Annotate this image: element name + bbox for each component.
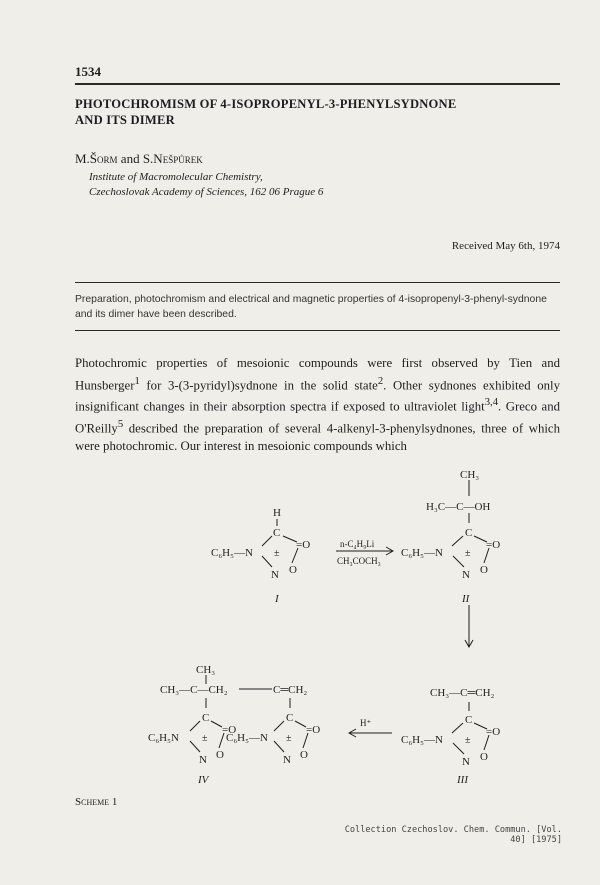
- citation-ref: 3,4: [484, 397, 499, 409]
- author-and: and: [117, 151, 143, 166]
- compound-label-i: I: [275, 593, 279, 605]
- phenyl-n: C₆H₅—N: [226, 732, 268, 744]
- atom-o: O: [300, 749, 308, 761]
- atom-carbonyl: =O: [306, 724, 321, 736]
- text-run: described the preparation of several 4-alkenyl-3-phenylsydnones, three of which were photochromic. Our interest in mesoionic compounds which: [75, 421, 560, 453]
- abstract-rule-bottom: [75, 330, 560, 331]
- atom-carbonyl: =O: [486, 539, 501, 551]
- atom-n: N: [271, 569, 279, 581]
- methyl-top: CH₃: [196, 664, 216, 676]
- atom-carbonyl: =O: [222, 724, 237, 736]
- dimer-chain: CH₃—C—CH₂: [160, 684, 228, 696]
- charge-symbol: ±: [274, 548, 280, 559]
- acid-catalyst: H⁺: [360, 718, 372, 728]
- abstract-rule-top: [75, 282, 560, 283]
- affiliation-line-2: Czechoslovak Academy of Sciences, 162 06 Prague 6: [89, 186, 324, 198]
- title-line-1: PHOTOCHROMISM OF 4-ISOPROPENYL-3-PHENYLSYDNONE: [75, 97, 457, 111]
- atom-c: C: [273, 527, 281, 539]
- body-text: [75, 355, 560, 455]
- scheme-label: Scheme 1: [75, 796, 118, 808]
- text-run: Photochromic properties of mesoionic compounds were first observed by Tien and Hunsberger: [75, 356, 560, 392]
- title-line-2: AND ITS DIMER: [75, 113, 175, 127]
- charge-symbol: ±: [465, 548, 471, 559]
- footer-citation: Collection Czechoslov. Chem. Commun. [Vol. 40] [1975]: [344, 825, 562, 845]
- atom-n: N: [462, 569, 470, 581]
- header-rule: [75, 83, 560, 85]
- atom-c: C: [465, 527, 473, 539]
- compound-label-ii: II: [462, 593, 470, 605]
- affiliation-line-1: Institute of Macromolecular Chemistry,: [89, 171, 263, 183]
- author-1: M.Šorm: [75, 151, 118, 166]
- received-date: Received May 6th, 1974: [451, 240, 560, 252]
- charge-symbol: ±: [286, 733, 292, 744]
- citation-ref: 1: [134, 375, 140, 387]
- atom-carbonyl: =O: [296, 539, 311, 551]
- page-number: 1534: [75, 64, 101, 79]
- charge-symbol: ±: [202, 733, 208, 744]
- atom-h: H: [273, 507, 281, 519]
- atom-o: O: [289, 564, 297, 576]
- text-run: for 3-(3-pyridyl)sydnone in the solid state: [139, 377, 378, 392]
- article-title: [75, 96, 545, 128]
- reagent-top: n-C₄H₉Li: [340, 539, 375, 549]
- atom-carbonyl: =O: [486, 726, 501, 738]
- phenyl-n: C₆H₅N: [148, 732, 179, 744]
- citation-ref: 2: [377, 375, 384, 387]
- atom-c: C: [465, 714, 473, 726]
- text-run: . Greco and O'Reilly: [75, 399, 560, 436]
- atom-o: O: [480, 564, 488, 576]
- isopropenyl: CH₃—C═CH₂: [430, 687, 495, 699]
- dimer-vinylidene: C═CH₂: [273, 684, 308, 696]
- authors: [75, 151, 203, 167]
- phenyl-n: C₆H₅—N: [401, 547, 443, 559]
- atom-n: N: [462, 756, 470, 768]
- atom-c: C: [286, 712, 294, 724]
- atom-o: O: [480, 751, 488, 763]
- citation-ref: 5: [117, 419, 124, 431]
- phenyl-n: C₆H₅—N: [401, 734, 443, 746]
- abstract: Preparation, photochromism and electrical and magnetic properties of 4-isopropenyl-3-phenyl-sydnone and its dimer have been described.: [75, 294, 547, 320]
- text-run: . Other sydnones exhibited only insignificant changes in their absorption spectra if exposed to ultraviolet light: [75, 377, 560, 414]
- atom-c: C: [202, 712, 210, 724]
- affiliation: [89, 170, 323, 200]
- compound-label-iii: III: [457, 774, 468, 786]
- methyl-top: CH₃: [460, 469, 480, 481]
- atom-n: N: [199, 754, 207, 766]
- compound-label-iv: IV: [198, 774, 209, 786]
- paragraph-1: [75, 355, 560, 455]
- reaction-scheme: [0, 460, 600, 800]
- tertiary-alcohol: H₃C—C—OH: [426, 501, 491, 513]
- reagent-bottom: CH₃COCH₃: [337, 556, 381, 566]
- atom-o: O: [216, 749, 224, 761]
- charge-symbol: ±: [465, 735, 471, 746]
- phenyl-n: C₆H₅—N: [211, 547, 253, 559]
- atom-n: N: [283, 754, 291, 766]
- author-2: S.Nešpůrek: [142, 151, 203, 166]
